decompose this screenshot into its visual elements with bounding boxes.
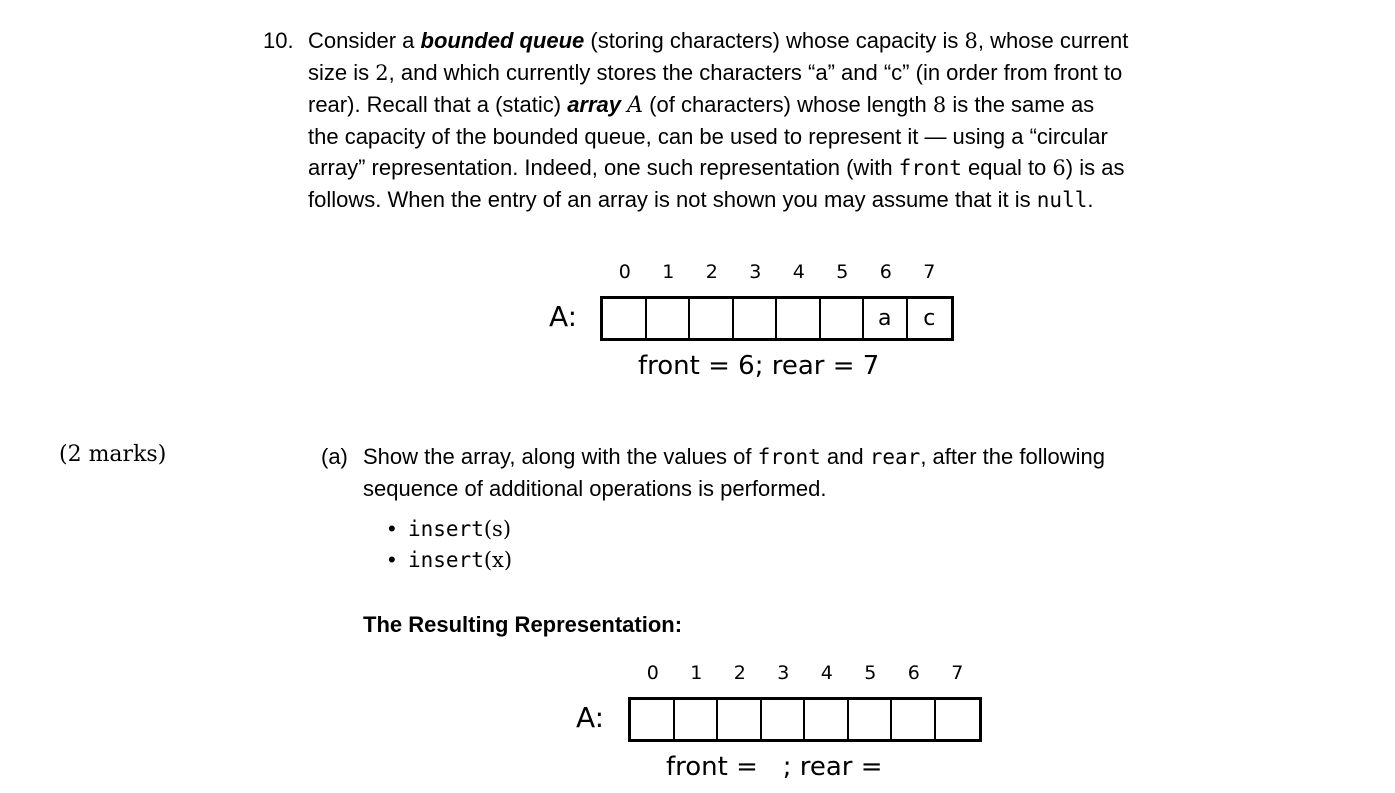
array-cell	[690, 299, 734, 338]
question-line-6: follows. When the entry of an array is not shown you may assume that it is null.	[308, 187, 1094, 212]
array-indices	[603, 261, 951, 283]
operation-list	[388, 513, 512, 575]
part-a-line-2: sequence of additional operations is performed.	[363, 476, 827, 501]
part-a-line-1: Show the array, along with the values of front and rear, after the following	[363, 444, 1105, 469]
list-item: • insert(x)	[388, 547, 513, 572]
answer-array-label: A:	[576, 701, 605, 734]
index-label: 4	[792, 261, 805, 283]
array-cell[interactable]	[675, 700, 719, 739]
answer-array-indices	[631, 662, 979, 684]
array-cell[interactable]	[892, 700, 936, 739]
index-label: 5	[864, 662, 877, 684]
array-cell	[734, 299, 778, 338]
index-label: 6	[907, 662, 920, 684]
array-cell[interactable]	[936, 700, 980, 739]
index-label: 3	[777, 662, 790, 684]
question-line-4: the capacity of the bounded queue, can be used to represent it — using a “circular	[308, 124, 1108, 149]
index-label: 6	[879, 261, 892, 283]
part-a-label: (a)	[321, 444, 348, 469]
array-cell[interactable]	[718, 700, 762, 739]
index-label: 0	[646, 662, 659, 684]
index-label: 7	[923, 261, 936, 283]
array-cell[interactable]	[762, 700, 806, 739]
index-label: 1	[662, 261, 675, 283]
index-label: 7	[951, 662, 964, 684]
index-label: 0	[618, 261, 631, 283]
array-cells	[600, 296, 954, 341]
array-cell: c	[923, 306, 936, 331]
array-cell[interactable]	[631, 700, 675, 739]
result-heading: The Resulting Representation:	[363, 612, 683, 637]
array-cell[interactable]	[805, 700, 849, 739]
index-label: 1	[690, 662, 703, 684]
array-label: A:	[549, 300, 578, 333]
question-line-3: rear). Recall that a (static) array A (of characters) whose length 8 is the same as	[308, 92, 1095, 118]
answer-array-cells	[628, 697, 982, 742]
array-cell	[603, 299, 647, 338]
marks-label: (2 marks)	[59, 442, 167, 467]
array-cell	[647, 299, 691, 338]
array-caption: front = 6; rear = 7	[638, 351, 880, 381]
index-label: 3	[749, 261, 762, 283]
part-a-text	[363, 441, 1203, 504]
question-text	[308, 25, 1208, 216]
array-cell	[777, 299, 821, 338]
index-label: 2	[733, 662, 746, 684]
question-line-2: size is 2, and which currently stores the characters “a” and “c” (in order from front to	[308, 60, 1123, 85]
index-label: 5	[836, 261, 849, 283]
index-label: 2	[705, 261, 718, 283]
index-label: 4	[820, 662, 833, 684]
array-cell	[821, 299, 865, 338]
question-number: 10.	[263, 28, 294, 53]
array-cell: a	[864, 299, 908, 338]
array-cell[interactable]	[849, 700, 893, 739]
list-item: • insert(s)	[388, 516, 512, 541]
question-line-5: array” representation. Indeed, one such representation (with front equal to 6) is as	[308, 155, 1125, 180]
answer-array-caption: front = ; rear =	[666, 752, 883, 782]
question-line-1: Consider a bounded queue (storing characters) whose capacity is 8, whose current	[308, 28, 1129, 53]
